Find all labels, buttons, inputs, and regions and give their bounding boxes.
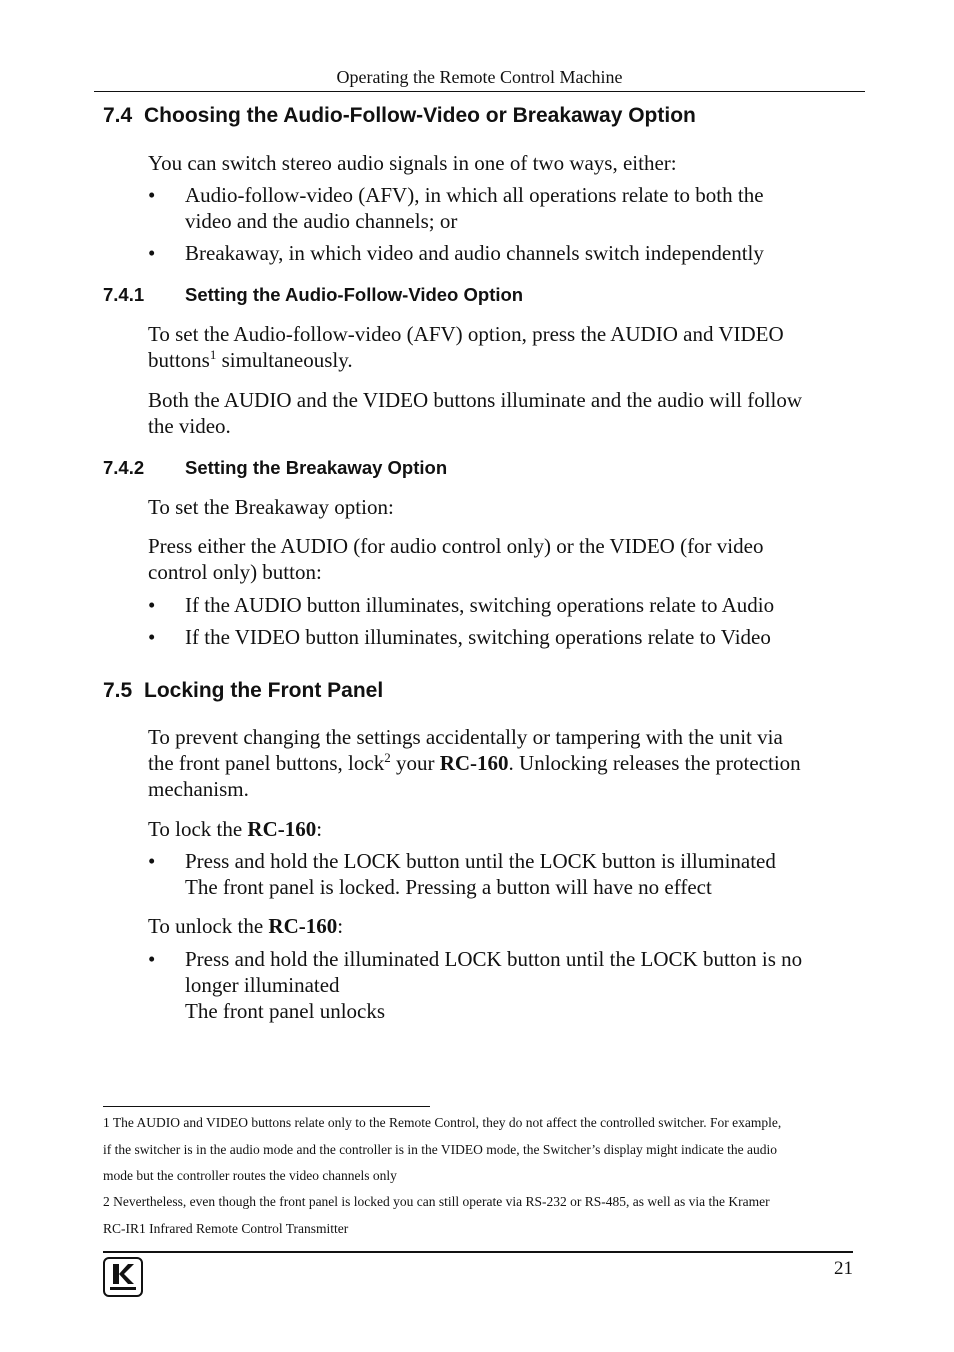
list-item-text: The front panel is locked. Pressing a button will have no effect xyxy=(185,875,712,899)
footnote-ref: 1 xyxy=(209,347,217,362)
footer-rule xyxy=(103,1251,853,1253)
text-line xyxy=(148,750,863,776)
text-span: the front panel buttons, lock xyxy=(148,751,385,775)
section-title: Setting the Breakaway Option xyxy=(185,457,448,478)
list-item-text: The front panel unlocks xyxy=(185,999,386,1023)
text-span: To unlock the xyxy=(148,914,269,938)
paragraph: To set the Breakaway option: xyxy=(148,495,394,519)
section-title: Setting the Audio-Follow-Video Option xyxy=(185,284,524,305)
footnote-line: 1 The AUDIO and VIDEO buttons relate only to the Remote Control, they do not affect the controlled switcher. For example, xyxy=(103,1115,782,1130)
text-span: your xyxy=(390,751,440,775)
text-line xyxy=(148,347,863,373)
section-number: 7.4 xyxy=(103,104,133,127)
footnote-line: mode but the controller routes the video channels only xyxy=(103,1168,397,1183)
list-item-text: Breakaway, in which video and audio channels switch independently xyxy=(185,241,764,265)
product-name: RC-160 xyxy=(268,914,338,938)
list-item-text: If the AUDIO button illuminates, switching operations relate to Audio xyxy=(185,593,775,617)
paragraph xyxy=(148,816,863,842)
paragraph xyxy=(148,321,863,373)
footnote-separator xyxy=(103,1106,430,1107)
paragraph xyxy=(148,387,863,439)
text-line: Press either the AUDIO (for audio control only) or the VIDEO (for video xyxy=(148,534,764,558)
list-item-text: longer illuminated xyxy=(185,973,340,997)
list-item-text: Press and hold the LOCK button until the LOCK button is illuminated xyxy=(185,849,776,873)
footnote-1 xyxy=(103,1110,853,1190)
section-7-4-1-heading xyxy=(103,283,523,307)
header-rule xyxy=(94,91,865,92)
running-header: Operating the Remote Control Machine xyxy=(336,67,623,87)
section-7-4-heading xyxy=(103,103,696,129)
footnote-line: if the switcher is in the audio mode and the controller is in the VIDEO mode, the Switcher’s display might indicate the audio xyxy=(103,1141,777,1157)
section-7-4-2-heading xyxy=(103,456,447,480)
list-item xyxy=(148,592,863,618)
list-item xyxy=(148,624,863,650)
text-line: the video. xyxy=(148,414,231,438)
paragraph xyxy=(148,724,863,802)
kramer-k-logo-icon xyxy=(105,1259,141,1295)
paragraph xyxy=(148,533,863,585)
list-item xyxy=(148,946,863,1024)
list-item-text: Press and hold the illuminated LOCK button until the LOCK button is no xyxy=(185,947,803,971)
list-item-text: video and the audio channels; or xyxy=(185,209,458,233)
section-number: 7.5 xyxy=(103,679,133,702)
list-item-text: If the VIDEO button illuminates, switching operations relate to Video xyxy=(185,625,771,649)
footnote-line: RC-IR1 Infrared Remote Control Transmitter xyxy=(103,1220,349,1236)
product-name: RC-160 xyxy=(439,751,509,775)
text-line: Both the AUDIO and the VIDEO buttons illuminate and the audio will follow xyxy=(148,388,803,412)
text-span: . Unlocking releases the protection xyxy=(508,751,801,775)
text-span: : xyxy=(316,817,323,841)
kramer-logo-icon xyxy=(103,1257,143,1297)
footnote-ref: 2 xyxy=(384,750,391,765)
list-item xyxy=(148,182,863,234)
bullet-icon: • xyxy=(148,849,156,873)
text-line: To set the Audio-follow-video (AFV) option, press the AUDIO and VIDEO xyxy=(148,322,784,346)
bullet-icon: • xyxy=(148,241,156,265)
text-line: mechanism. xyxy=(148,777,249,801)
footnote-2 xyxy=(103,1189,853,1242)
bullet-icon: • xyxy=(148,593,156,617)
product-name: RC-160 xyxy=(247,817,317,841)
bullet-icon: • xyxy=(148,183,156,207)
paragraph: You can switch stereo audio signals in one of two ways, either: xyxy=(148,151,677,175)
text-line: control only) button: xyxy=(148,560,322,584)
text-span: simultaneously. xyxy=(216,348,353,372)
text-span: : xyxy=(337,914,344,938)
text-span: buttons xyxy=(148,348,210,372)
bullet-icon: • xyxy=(148,625,156,649)
text-span: To lock the xyxy=(148,817,248,841)
paragraph xyxy=(148,913,863,939)
section-title: Locking the Front Panel xyxy=(144,679,384,702)
list-item xyxy=(148,848,863,900)
text-line: To prevent changing the settings accidentally or tampering with the unit via xyxy=(148,725,783,749)
section-number: 7.4.1 xyxy=(103,284,145,305)
list-item-text: Audio-follow-video (AFV), in which all operations relate to both the xyxy=(185,183,764,207)
section-title: Choosing the Audio-Follow-Video or Breakaway Option xyxy=(144,104,696,127)
section-number: 7.4.2 xyxy=(103,457,145,478)
section-7-5-heading xyxy=(103,678,383,704)
bullet-icon: • xyxy=(148,947,156,971)
page-number: 21 xyxy=(834,1258,853,1279)
list-item xyxy=(148,240,863,266)
footnote-line: 2 Nevertheless, even though the front panel is locked you can still operate via RS-232 or RS-485, as well as via the Kramer xyxy=(103,1194,770,1209)
